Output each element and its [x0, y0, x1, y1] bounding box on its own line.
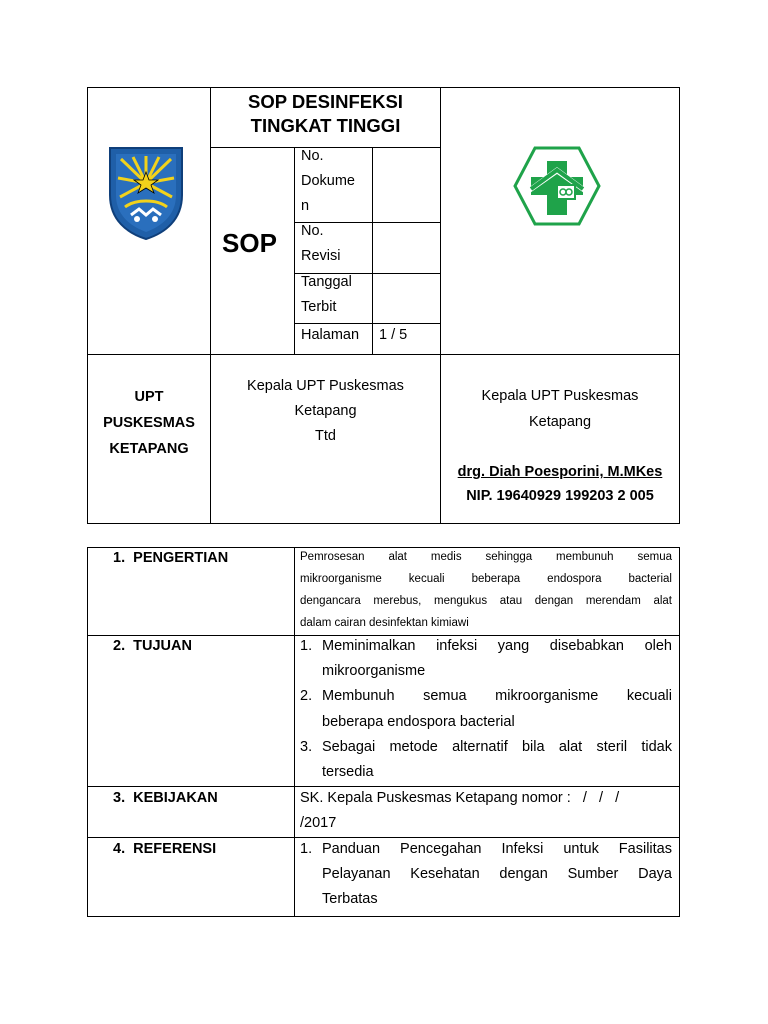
text-line: mikroorganisme — [322, 663, 426, 680]
org-name-line: UPT — [134, 389, 164, 405]
approver-line: Ketapang — [528, 414, 592, 430]
approver-line: Kepala UPT Puskesmas — [247, 378, 404, 394]
label-line: No. — [301, 148, 324, 164]
text-line: mikroorganisme kecuali beberapa endospora bacterial — [300, 573, 672, 585]
document-title-line: SOP DESINFEKSI — [248, 91, 403, 112]
regency-coat-of-arms-icon — [107, 145, 185, 241]
text-line: Meminimalkan infeksi yang disebabkan oleh — [322, 638, 672, 654]
list-item — [300, 684, 672, 734]
label-line: Dokume — [301, 173, 355, 189]
tanggal-terbit-label — [301, 270, 352, 320]
text-line: SK. Kepala Puskesmas Ketapang nomor : / / / — [300, 790, 620, 806]
list-number: 1. — [300, 841, 313, 857]
text-line: /2017 — [300, 815, 337, 832]
label-line: Revisi — [301, 248, 341, 264]
label-line: Terbit — [301, 299, 337, 315]
text-line: dengancara merebus, mengukus atau dengan merendam alat — [300, 595, 672, 607]
kebijakan-text — [300, 786, 672, 836]
list-item — [300, 634, 672, 684]
list-number: 1. — [300, 638, 313, 654]
approver-line: Ttd — [315, 428, 336, 444]
puskesmas-logo-icon — [513, 145, 601, 227]
no-revisi-label — [301, 219, 340, 269]
document-title — [211, 88, 440, 138]
section-label-referensi: 4. REFERENSI — [113, 841, 217, 857]
org-name-line: KETAPANG — [109, 441, 189, 457]
approver-middle — [211, 374, 440, 449]
list-number: 3. — [300, 738, 313, 755]
text-line: dalam cairan desinfektan kimiawi — [300, 617, 469, 629]
list-item — [300, 735, 672, 785]
document-title-line: TINGKAT TINGGI — [250, 115, 401, 136]
tujuan-list — [300, 634, 672, 785]
approver-line: Ketapang — [294, 403, 357, 419]
text-line: tersedia — [322, 764, 374, 781]
text-line: Membunuh semua mikroorganisme kecuali — [322, 688, 672, 705]
org-name — [88, 384, 210, 462]
text-line: beberapa endospora bacterial — [322, 713, 515, 730]
label-line: n — [301, 198, 310, 214]
text-line: Pelayanan Kesehatan dengan Sumber Daya — [322, 866, 672, 883]
no-dokumen-label — [301, 144, 355, 219]
text-line: Panduan Pencegahan Infeksi untuk Fasilitas — [322, 841, 672, 857]
sop-label: SOP — [222, 228, 277, 258]
halaman-value: 1 / 5 — [379, 327, 408, 343]
approver-right — [441, 383, 679, 435]
approver-nip: NIP. 19640929 199203 2 005 — [466, 488, 654, 504]
section-label-tujuan: 2. TUJUAN — [113, 638, 192, 654]
section-label-kebijakan: 3. KEBIJAKAN — [113, 790, 218, 806]
text-line: Pemrosesan alat medis sehingga membunuh semua — [300, 551, 672, 563]
section-label-pengertian: 1. PENGERTIAN — [113, 550, 229, 566]
approver-name: drg. Diah Poesporini, M.MKes — [457, 464, 663, 480]
org-name-line: PUSKESMAS — [103, 415, 195, 431]
approver-line: Kepala UPT Puskesmas — [481, 388, 639, 404]
text-line: Terbatas — [322, 891, 378, 908]
label-line: Tanggal — [301, 274, 352, 290]
list-item — [300, 837, 672, 913]
text-line: Sebagai metode alternatif bila alat steril tidak — [322, 738, 672, 755]
label-line: No. — [301, 223, 324, 239]
pengertian-text — [300, 546, 672, 634]
halaman-label: Halaman — [301, 327, 360, 343]
referensi-list — [300, 837, 672, 913]
list-number: 2. — [300, 688, 313, 705]
